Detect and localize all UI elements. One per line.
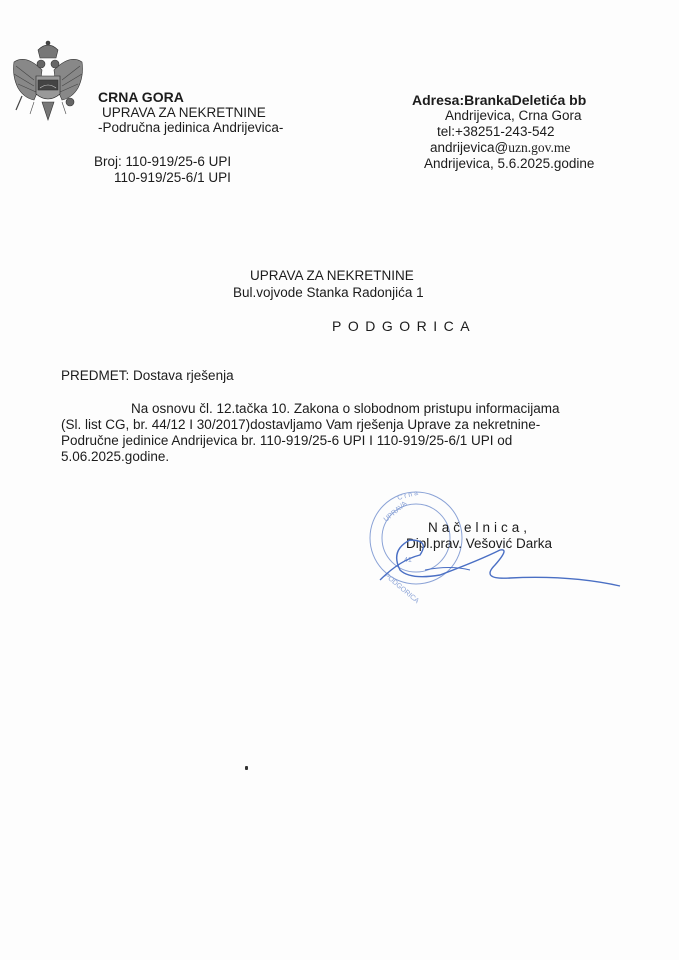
recipient-street: Bul.vojvode Stanka Radonjića 1 [233, 285, 424, 300]
recipient-name: UPRAVA ZA NEKRETNINE [250, 268, 414, 283]
body-line: Na osnovu čl. 12.tačka 10. Zakona o slobodnom pristupu informacijama [131, 401, 560, 416]
recipient-city: PODGORICA [332, 318, 477, 334]
signatory-name: Dipl.prav. Vešović Darka [406, 536, 553, 551]
reference-label: Broj: [94, 154, 122, 169]
svg-text:PODGORICA: PODGORICA [382, 572, 420, 606]
authority-name: UPRAVA ZA NEKRETNINE [102, 105, 266, 120]
coat-of-arms-icon [8, 40, 88, 126]
subject-text: Dostava rješenja [133, 368, 234, 383]
subject-line [61, 368, 234, 383]
subject-label: PREDMET: [61, 368, 130, 383]
unit-name: -Područna jedinica Andrijevica- [98, 120, 284, 135]
document-date: Andrijevica, 5.6.2025.godine [424, 156, 595, 171]
sender-city: Andrijevica, Crna Gora [445, 108, 582, 123]
body-line: Područne jedinice Andrijevica br. 110-919/25-6 UPI I 110-919/25-6/1 UPI od [61, 433, 513, 448]
email-user: andrijevica@ [430, 140, 509, 155]
svg-text:UPRAVA: UPRAVA [382, 500, 409, 524]
handwritten-signature-icon [370, 520, 630, 600]
sender-contact-block [412, 92, 594, 172]
scan-speck [245, 766, 248, 770]
sender-address: Adresa:BrankaDeletića bb [412, 92, 587, 108]
sender-phone: tel:+38251-243-542 [437, 124, 555, 139]
signatory-title: Načelnica, [428, 520, 532, 535]
reference-number-1: 110-919/25-6 UPI [125, 154, 232, 169]
issuer-block [98, 90, 283, 135]
body-line: 5.06.2025.godine. [61, 449, 170, 464]
reference-numbers [94, 154, 231, 186]
svg-text:C r n a: C r n a [396, 489, 419, 502]
sender-email [412, 140, 594, 156]
body-line: (Sl. list CG, br. 44/12 I 30/2017)dostavljamo Vam rješenja Uprave za nekretnine- [61, 417, 541, 432]
svg-text:41: 41 [404, 557, 412, 564]
reference-number-2: 110-919/25-6/1 UPI [114, 170, 231, 185]
email-domain: uzn.gov.me [508, 140, 571, 155]
country-name: CRNA GORA [98, 89, 184, 105]
body-paragraph [61, 401, 559, 465]
